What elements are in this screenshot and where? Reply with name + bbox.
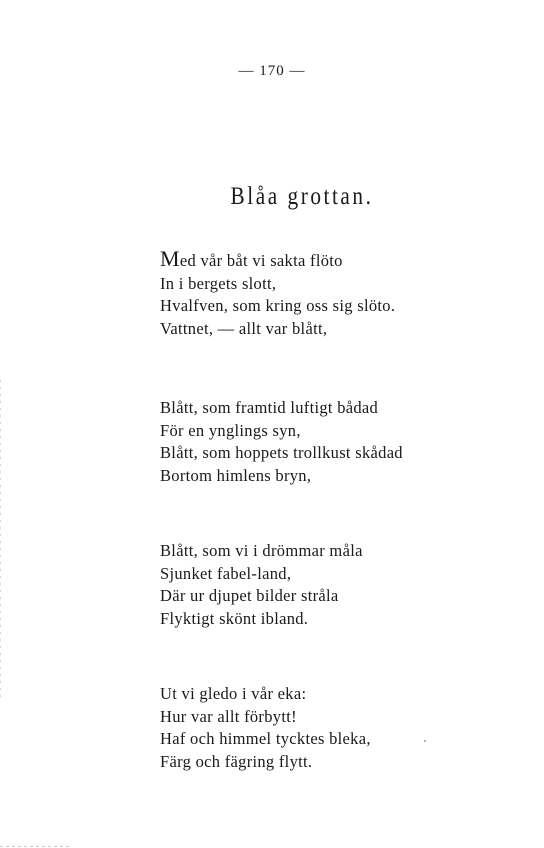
stanza-line: Vattnet, — allt var blått, xyxy=(160,318,328,338)
ink-speck xyxy=(424,740,426,742)
stanza-4 xyxy=(160,683,371,773)
page-edge-mark xyxy=(0,380,1,700)
stanza-line: Blått, som hoppets trollkust skådad xyxy=(160,443,403,462)
stanza-line: Bortom himlens bryn, xyxy=(160,465,312,485)
stanza-line: Ut vi gledo i vår eka: xyxy=(160,684,307,703)
stanza-line: Blått, som vi i drömmar måla xyxy=(160,541,363,560)
stanza-line: Där ur djupet bilder stråla xyxy=(160,586,339,605)
initial-letter: M xyxy=(160,246,180,271)
stanza-3 xyxy=(160,540,363,630)
stanza-line: Flyktigt skönt ibland. xyxy=(160,608,309,628)
stanza-line: Hur var allt förbytt! xyxy=(160,706,297,726)
stanza-line: Blått, som framtid luftigt bådad xyxy=(160,398,379,417)
stanza-line: Hvalfven, som kring oss sig slöto. xyxy=(160,296,396,315)
stanza-line: Sjunket fabel-land, xyxy=(160,563,292,583)
stanza-2 xyxy=(160,397,403,487)
stanza-line: Färg och fägring flytt. xyxy=(160,751,313,771)
stanza-line: Med vår båt vi sakta flöto xyxy=(160,246,343,271)
poem-title: Blåa grottan. xyxy=(230,183,374,210)
stanza-line: In i bergets slott, xyxy=(160,273,277,293)
stanza-line: Haf och himmel tycktes bleka, xyxy=(160,729,371,748)
page-number: — 170 — xyxy=(238,63,306,79)
page-bottom-mark xyxy=(0,846,70,847)
stanza-1 xyxy=(160,246,396,340)
stanza-line: För en ynglings syn, xyxy=(160,420,301,440)
